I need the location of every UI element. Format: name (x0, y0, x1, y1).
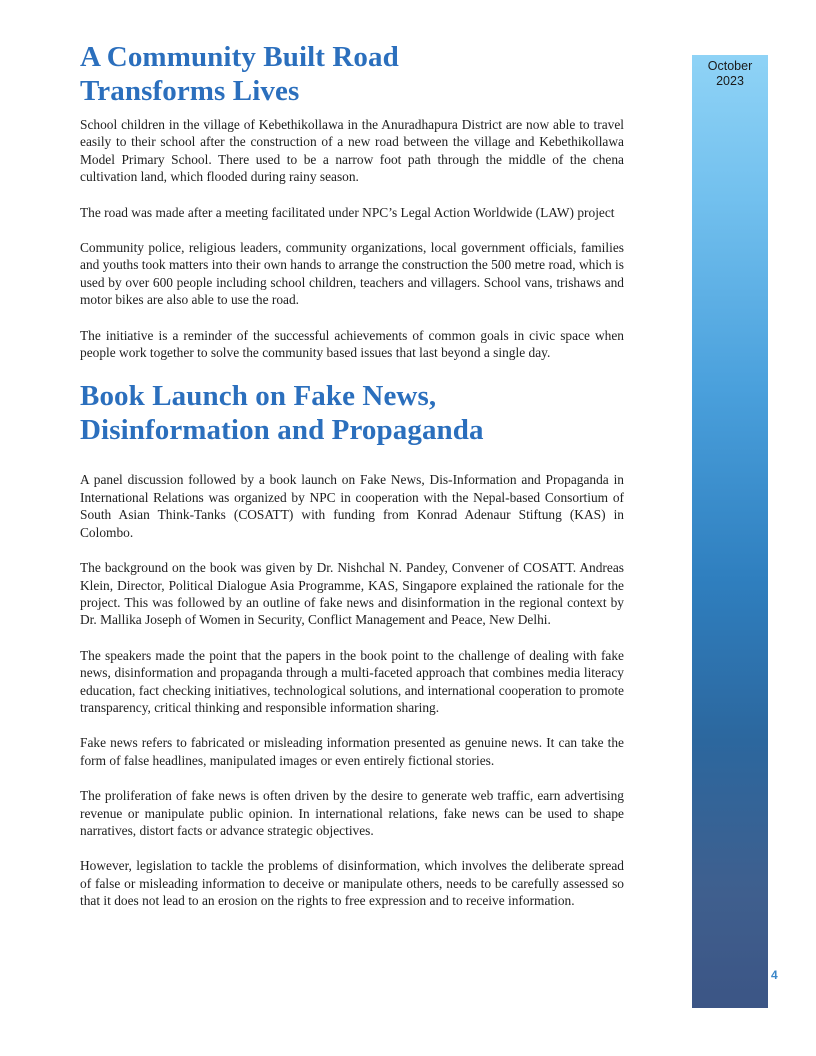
article-title (80, 40, 624, 108)
article-paragraph: The background on the book was given by Dr. Nishchal N. Pandey, Convener of COSATT. Andreas Klein, Director, Political Dialogue Asia Programme, KAS, Singapore explained the rationale for the project. This was followed by an outline of fake news and disinformation in the regional context by Dr. Mallika Joseph of Women in Security, Conflict Management and Peace, New Delhi. (80, 560, 624, 628)
article-title (80, 379, 624, 447)
issue-month: October (707, 59, 753, 73)
article-paragraph: The road was made after a meeting facilitated under NPC’s Legal Action Worldwide (LAW) project (80, 204, 615, 220)
article-paragraph: School children in the village of Kebethikollawa in the Anuradhapura District are now able to travel easily to their school after the construction of a new road between the village and Kebethikollawa Model Primary School. There used to be a narrow foot path through the middle of the chena cultivation land, which flooded during rainy season. (80, 117, 624, 185)
article-title-line: A Community Built Road (80, 41, 399, 73)
article-title-line: Book Launch on Fake News, (80, 380, 437, 413)
main-content (80, 40, 624, 910)
article-paragraph: Fake news refers to fabricated or misleading information presented as genuine news. It can take the form of false headlines, manipulated images or even entirely fictional stories. (80, 735, 624, 768)
article-paragraph: The speakers made the point that the papers in the book point to the challenge of dealing with fake news, disinformation and propaganda through a multi-faceted approach that combines media literacy education, fact checking initiatives, technological solutions, and international cooperation to promote transparency, critical thinking and responsible information sharing. (80, 647, 624, 715)
date-sidebar (692, 55, 768, 1008)
article-community-road (80, 40, 624, 361)
article-paragraph: The initiative is a reminder of the successful achievements of common goals in civic space when people work together to solve the community based issues that last beyond a single day. (80, 327, 624, 361)
article-paragraph: A panel discussion followed by a book launch on Fake News, Dis-Information and Propaganda in International Relations was organized by NPC in cooperation with the Nepal-based Consortium of South Asian Think-Tanks (COSATT) with funding from Konrad Adenaur Stiftung (KAS) in Colombo. (80, 472, 624, 540)
article-book-launch (80, 379, 624, 909)
issue-date (692, 59, 768, 89)
page-number: 4 (771, 968, 778, 982)
issue-year: 2023 (716, 74, 744, 88)
article-title-line: Disinformation and Propaganda (80, 414, 484, 447)
article-title-line: Transforms Lives (80, 75, 300, 107)
article-paragraph: However, legislation to tackle the problems of disinformation, which involves the deliberate spread of false or misleading information to deceive or manipulate others, needs to be carefully assessed so that it does not lead to an erosion on the rights to free expression and to receive information. (80, 858, 624, 909)
article-paragraph: Community police, religious leaders, community organizations, local government officials, families and youths took matters into their own hands to arrange the construction the 500 metre road, which is used by over 600 people including school children, teachers and villagers. School vans, trishaws and motor bikes are also able to use the road. (80, 240, 624, 308)
article-paragraph: The proliferation of fake news is often driven by the desire to generate web traffic, earn advertising revenue or manipulate public opinion. In international relations, fake news can be used to shape narratives, distort facts or advance strategic objectives. (80, 788, 624, 838)
